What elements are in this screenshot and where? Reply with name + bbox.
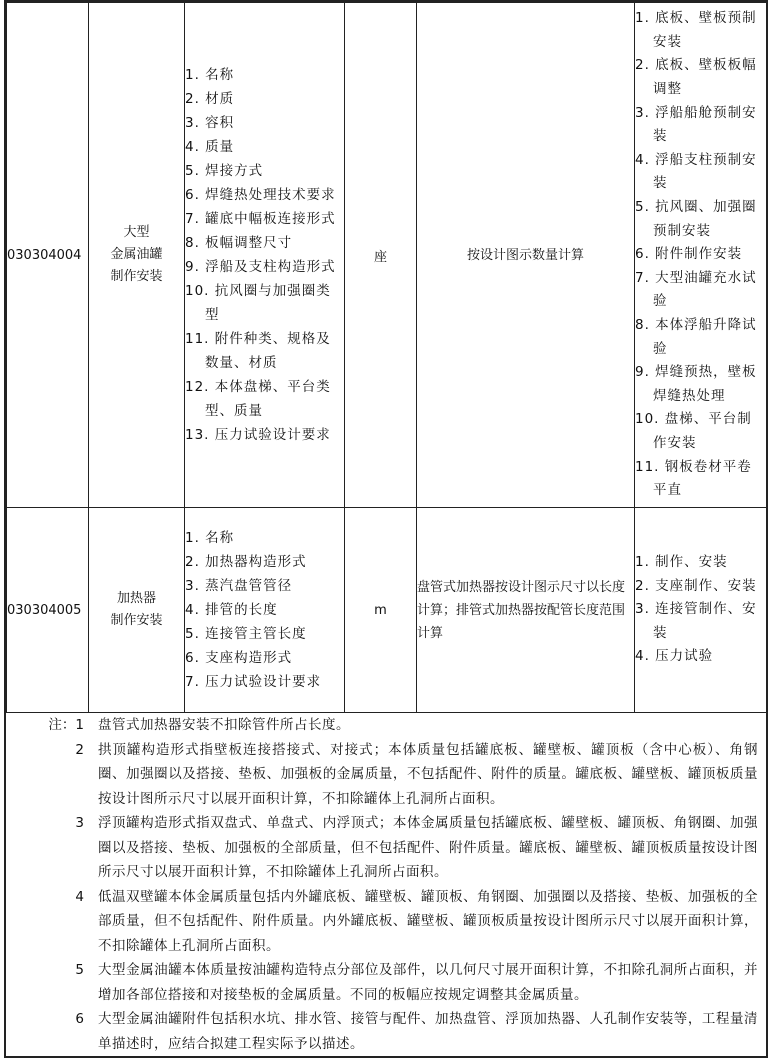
note-text: 盘管式加热器安装不扣除管件所占长度。 [98, 717, 350, 733]
note-text: 浮顶罐构造形式指双盘式、单盘式、内浮顶式；本体金属质量包括罐底板、罐壁板、罐顶板、角钢圈、加强圈以及搭接、垫板、加强板的全部质量，但不包括配件、附件质量。罐底板、罐壁板、罐顶板质量按设计图所示尺寸以展开面积计算，不扣除罐体上孔洞所占面积。 [98, 815, 758, 880]
list-item: 7. 罐底中幅板连接形式 [185, 211, 336, 227]
table-row [7, 3, 767, 508]
list-item: 2. 加热器构造形式 [185, 554, 307, 570]
list-item: 11. 钢板卷材平卷平直 [635, 458, 752, 499]
project-features [185, 3, 345, 508]
note-number: 5 [75, 962, 84, 978]
list-item: 6. 焊缝热处理技术要求 [185, 187, 336, 203]
quantity-rule [417, 3, 635, 508]
project-name-line: 制作安装 [110, 269, 163, 284]
list-item: 12. 本体盘梯、平台类型、质量 [185, 379, 331, 419]
quantity-rule [417, 508, 635, 713]
list-item: 10. 抗风圈与加强圈类型 [185, 283, 331, 323]
list-item: 11. 附件种类、规格及数量、材质 [185, 331, 331, 371]
list-item: 4. 压力试验 [635, 648, 714, 665]
note-item [6, 1007, 758, 1056]
project-name-line: 金属油罐 [110, 247, 163, 262]
list-item: 6. 支座构造形式 [185, 650, 293, 666]
project-code: 030304005 [7, 508, 89, 713]
spec-page [4, 0, 768, 1058]
note-number: 4 [75, 888, 84, 905]
list-item: 3. 连接管制作、安装 [635, 601, 757, 641]
list-item: 1. 底板、壁板预制安装 [635, 10, 757, 50]
list-item: 13. 压力试验设计要求 [185, 427, 331, 443]
features-list [185, 63, 344, 447]
features-list [185, 526, 344, 694]
note-number: 6 [75, 1011, 84, 1027]
list-item: 3. 浮船船舱预制安装 [635, 104, 757, 145]
list-item: 2. 材质 [185, 91, 235, 107]
project-name-line: 制作安装 [110, 613, 163, 628]
note-item [6, 713, 758, 738]
work-list [635, 7, 766, 502]
project-name [89, 508, 185, 713]
project-name-line: 加热器 [116, 591, 156, 606]
list-item: 2. 底板、壁板板幅调整 [635, 57, 757, 98]
note-text: 拱顶罐构造形式指壁板连接搭接式、对接式；本体质量包括罐底板、罐壁板、罐顶板（含中心板）、角钢圈、加强圈以及搭接、垫板、加强板的金属质量，不包括配件、附件的质量。罐底板、罐壁板、罐顶板质量按设计图所示尺寸以展开面积计算，不扣除罐体上孔洞所占面积。 [98, 741, 758, 807]
list-item: 10. 盘梯、平台制作安装 [635, 411, 752, 451]
project-name [89, 3, 185, 508]
unit: m [345, 508, 417, 713]
work-content [635, 508, 767, 713]
list-item: 5. 抗风圈、加强圈预制安装 [635, 199, 757, 239]
list-item: 2. 支座制作、安装 [635, 577, 757, 594]
list-item: 8. 本体浮船升降试验 [635, 316, 757, 357]
list-item: 4. 排管的长度 [185, 602, 278, 618]
list-item: 1. 名称 [185, 67, 235, 83]
unit: 座 [345, 3, 417, 508]
notes-section [6, 713, 766, 1056]
list-item: 4. 浮船支柱预制安装 [635, 151, 757, 192]
list-item: 9. 浮船及支柱构造形式 [185, 259, 336, 275]
project-name-line: 大型 [123, 225, 150, 240]
list-item: 8. 板幅调整尺寸 [185, 235, 293, 251]
work-content [635, 3, 767, 508]
note-item [6, 738, 758, 812]
spec-table [6, 2, 767, 713]
list-item: 7. 压力试验设计要求 [185, 674, 322, 690]
list-item: 9. 焊缝预热，壁板焊缝热处理 [635, 364, 757, 404]
notes-label: 注： [48, 717, 76, 733]
list-item: 4. 质量 [185, 139, 235, 155]
project-code: 030304004 [7, 3, 89, 508]
note-text: 低温双壁罐本体金属质量包括内外罐底板、罐壁板、罐顶板、角钢圈、加强圈以及搭接、垫板、加强板的全部质量，但不包括配件、附件质量。内外罐底板、罐壁板、罐顶板质量按设计图所示尺寸以展开面积计算，不扣除罐体上孔洞所占面积。 [98, 888, 758, 954]
note-num-text: 1 [75, 717, 84, 733]
note-text: 大型金属油罐附件包括积水坑、排水管、接管与配件、加热盘管、浮顶加热器、人孔制作安装等，工程量清单描述时，应结合拟建工程实际予以描述。 [98, 1011, 758, 1052]
list-item: 5. 连接管主管长度 [185, 626, 307, 642]
note-number: 3 [75, 815, 84, 831]
list-item: 1. 制作、安装 [635, 554, 728, 571]
list-item: 5. 焊接方式 [185, 163, 264, 179]
quantity-rule-text: 盘管式加热器按设计图示尺寸以长度计算；排管式加热器按配管长度范围计算 [417, 579, 626, 641]
project-features [185, 508, 345, 713]
list-item: 1. 名称 [185, 530, 235, 546]
work-list [635, 551, 766, 669]
note-text: 大型金属油罐本体质量按油罐构造特点分部位及部件，以几何尺寸展开面积计算，不扣除孔洞所占面积，并增加各部位搭接和对接垫板的金属质量。不同的板幅应按规定调整其金属质量。 [98, 962, 758, 1003]
list-item: 6. 附件制作安装 [635, 246, 743, 263]
note-number [6, 713, 98, 738]
note-item [6, 811, 758, 885]
list-item: 3. 蒸汽盘管管径 [185, 578, 293, 594]
list-item: 7. 大型油罐充水试验 [635, 269, 757, 310]
table-row [7, 508, 767, 713]
note-item [6, 958, 758, 1007]
note-number: 2 [75, 741, 84, 758]
note-item [6, 885, 758, 959]
quantity-rule-text: 按设计图示数量计算 [466, 247, 584, 263]
list-item: 3. 容积 [185, 115, 235, 131]
